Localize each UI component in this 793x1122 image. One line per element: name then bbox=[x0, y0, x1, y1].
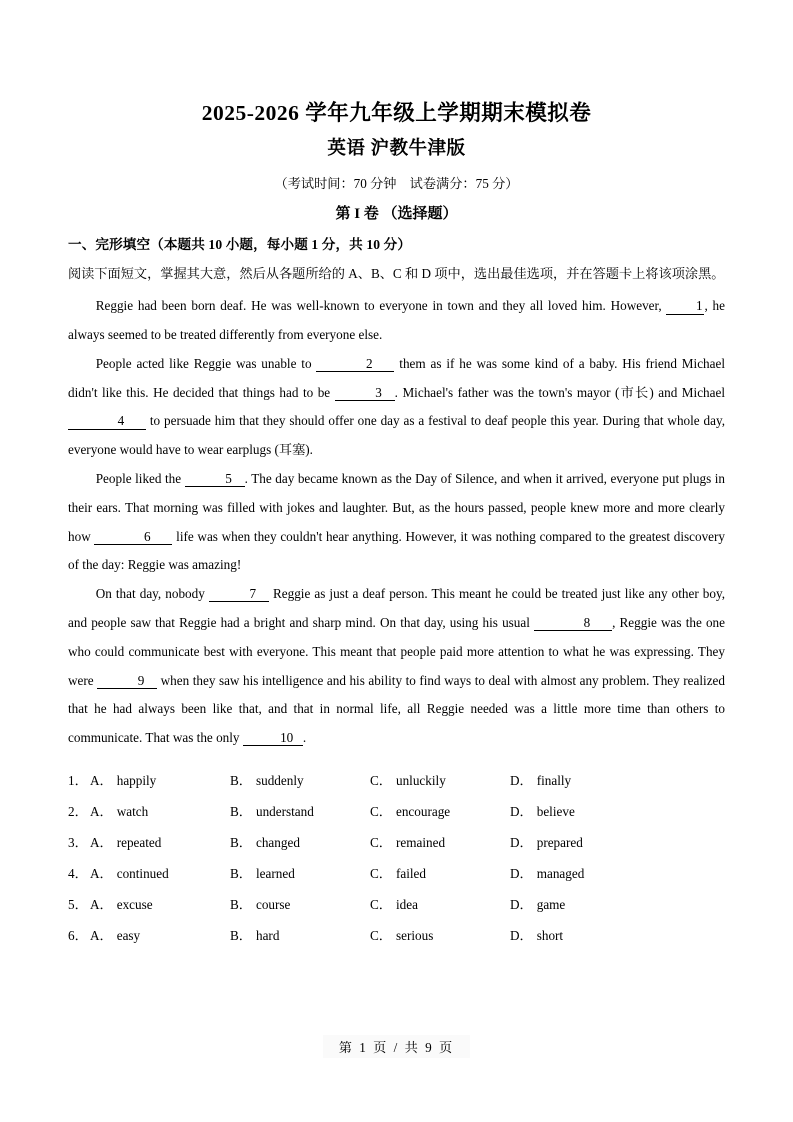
option-letter: D． bbox=[510, 772, 533, 788]
answer-blank-4[interactable]: 4 bbox=[68, 413, 146, 429]
option-choice-c[interactable] bbox=[370, 796, 510, 827]
passage-text: . The day became known as the Day of Silence, and when it arrived, everyone put plugs in their ears. That morning was filled with jokes and laughter. But, as the hours passed, people knew more and more clearly how bbox=[68, 471, 726, 544]
passage-text: when they saw his intelligence and his ability to find ways to deal with almost any problem. They realized that he had always been like that, and that in normal life, all Reggie needed was a little more time than others to communicate. That was the only bbox=[68, 672, 725, 746]
option-row-number: 6． bbox=[68, 927, 88, 943]
section-instructions: 阅读下面短文，掌握其大意，然后从各题所给的 A、B、C 和 D 项中，选出最佳选项，并在答题卡上将该项涂黑。 bbox=[68, 266, 725, 281]
option-text: watch bbox=[116, 803, 149, 819]
option-letter: B． bbox=[230, 865, 252, 881]
option-choice-d[interactable] bbox=[510, 858, 650, 889]
document-title: 2025-2026 学年九年级上学期期末模拟卷 bbox=[201, 101, 592, 125]
option-row-number: 4． bbox=[68, 865, 88, 881]
section-heading: 一、完形填空（本题共 10 小题，每小题 1 分，共 10 分） bbox=[68, 236, 412, 252]
option-letter: D． bbox=[510, 803, 533, 819]
option-choice-d[interactable] bbox=[510, 920, 650, 951]
option-letter: A． bbox=[90, 927, 113, 943]
option-row-number: 1． bbox=[68, 772, 88, 788]
option-choice-a[interactable] bbox=[90, 796, 230, 827]
option-choice-b[interactable] bbox=[230, 765, 370, 796]
option-row bbox=[68, 796, 725, 827]
option-text: hard bbox=[255, 927, 280, 943]
passage-paragraph-2 bbox=[68, 350, 725, 465]
option-choice-d[interactable] bbox=[510, 827, 650, 858]
passage-paragraph-1 bbox=[68, 292, 725, 350]
option-choice-a[interactable] bbox=[90, 858, 230, 889]
page-number: 第 1 页 / 共 9 页 bbox=[323, 1035, 470, 1058]
answer-blank-3[interactable]: 3 bbox=[335, 385, 395, 401]
option-letter: C． bbox=[370, 927, 392, 943]
option-text: failed bbox=[395, 865, 427, 881]
option-choice-d[interactable] bbox=[510, 765, 650, 796]
option-row-number: 2． bbox=[68, 803, 88, 819]
option-text: changed bbox=[255, 834, 300, 850]
cloze-passage bbox=[68, 292, 725, 753]
option-row bbox=[68, 920, 725, 951]
option-choice-b[interactable] bbox=[230, 920, 370, 951]
option-letter: D． bbox=[510, 896, 533, 912]
passage-text: to persuade him that they should offer one day as a festival to deaf people this year. During that whole day, everyone would have to wear earplugs (耳塞). bbox=[68, 413, 725, 458]
option-choice-c[interactable] bbox=[370, 920, 510, 951]
option-choice-c[interactable] bbox=[370, 889, 510, 920]
option-text: happily bbox=[116, 772, 157, 788]
option-letter: B． bbox=[230, 772, 252, 788]
option-row bbox=[68, 858, 725, 889]
passage-text: Reggie had been born deaf. He was well-known to everyone in town and they all loved him. However, bbox=[95, 298, 662, 314]
option-letter: D． bbox=[510, 865, 533, 881]
answer-blank-10[interactable]: 10 bbox=[243, 730, 303, 746]
page-footer bbox=[0, 1035, 793, 1058]
option-letter: B． bbox=[230, 927, 252, 943]
option-letter: A． bbox=[90, 772, 113, 788]
option-letter: B． bbox=[230, 834, 252, 850]
option-row-number: 5． bbox=[68, 896, 88, 912]
option-row bbox=[68, 827, 725, 858]
passage-text: , he always seemed to be treated differently from everyone else. bbox=[68, 298, 725, 343]
options-list bbox=[68, 765, 725, 951]
option-letter: A． bbox=[90, 834, 113, 850]
option-letter: A． bbox=[90, 896, 113, 912]
passage-paragraph-3 bbox=[68, 465, 725, 580]
option-letter: C． bbox=[370, 834, 392, 850]
option-choice-a[interactable] bbox=[90, 765, 230, 796]
option-letter: A． bbox=[90, 803, 113, 819]
option-text: understand bbox=[255, 803, 314, 819]
option-text: learned bbox=[255, 865, 295, 881]
option-letter: D． bbox=[510, 834, 533, 850]
option-text: believe bbox=[536, 803, 575, 819]
option-text: finally bbox=[536, 772, 572, 788]
option-choice-b[interactable] bbox=[230, 858, 370, 889]
option-text: continued bbox=[116, 865, 169, 881]
option-text: remained bbox=[395, 834, 446, 850]
option-row bbox=[68, 765, 725, 796]
passage-text: On that day, nobody bbox=[95, 586, 205, 602]
option-letter: C． bbox=[370, 896, 392, 912]
option-choice-a[interactable] bbox=[90, 889, 230, 920]
option-letter: C． bbox=[370, 865, 392, 881]
option-text: game bbox=[536, 896, 566, 912]
passage-text: , Reggie was the one who could communicate best with everyone. This meant that people paid more attention to what he was expressing. They were bbox=[68, 614, 725, 688]
exam-meta: （考试时间：70 分钟 试卷满分：75 分） bbox=[274, 176, 519, 191]
option-text: encourage bbox=[395, 803, 451, 819]
answer-blank-5[interactable]: 5 bbox=[185, 471, 245, 487]
option-text: serious bbox=[395, 927, 434, 943]
option-text: managed bbox=[536, 865, 585, 881]
option-letter: B． bbox=[230, 896, 252, 912]
option-choice-c[interactable] bbox=[370, 765, 510, 796]
passage-text: . bbox=[302, 730, 307, 746]
option-letter: C． bbox=[370, 772, 392, 788]
option-text: unluckily bbox=[395, 772, 446, 788]
option-text: short bbox=[536, 927, 564, 943]
option-choice-a[interactable] bbox=[90, 920, 230, 951]
option-choice-c[interactable] bbox=[370, 858, 510, 889]
option-choice-b[interactable] bbox=[230, 796, 370, 827]
answer-blank-2[interactable]: 2 bbox=[316, 356, 394, 372]
answer-blank-8[interactable]: 8 bbox=[534, 615, 612, 631]
option-choice-a[interactable] bbox=[90, 827, 230, 858]
option-choice-c[interactable] bbox=[370, 827, 510, 858]
answer-blank-1[interactable]: 1 bbox=[666, 298, 704, 314]
option-choice-b[interactable] bbox=[230, 889, 370, 920]
option-letter: D． bbox=[510, 927, 533, 943]
answer-blank-6[interactable]: 6 bbox=[94, 529, 172, 545]
passage-text: People liked the bbox=[95, 471, 182, 487]
document-content bbox=[68, 100, 725, 951]
option-choice-b[interactable] bbox=[230, 827, 370, 858]
option-row bbox=[68, 889, 725, 920]
option-row-number: 3． bbox=[68, 834, 88, 850]
option-letter: B． bbox=[230, 803, 252, 819]
option-text: easy bbox=[116, 927, 141, 943]
passage-text: People acted like Reggie was unable to bbox=[95, 355, 312, 371]
answer-blank-9[interactable]: 9 bbox=[97, 673, 157, 689]
option-text: idea bbox=[395, 896, 418, 912]
passage-paragraph-4 bbox=[68, 580, 725, 753]
passage-text: Reggie as just a deaf person. This meant he could be treated just like any other boy, and people saw that Reggie had a bright and sharp mind. On that day, using his usual bbox=[68, 586, 726, 630]
volume-title: 第 I 卷 （选择题） bbox=[335, 206, 458, 223]
option-choice-d[interactable] bbox=[510, 889, 650, 920]
option-letter: A． bbox=[90, 865, 113, 881]
passage-text: . Michael's father was the town's mayor (市长) and Michael bbox=[394, 384, 726, 400]
option-letter: C． bbox=[370, 803, 392, 819]
passage-text: life was when they couldn't hear anything. However, it was nothing compared to the greatest discovery of the day: Reggie was amazing! bbox=[68, 528, 726, 573]
option-text: course bbox=[255, 896, 291, 912]
option-text: suddenly bbox=[255, 772, 304, 788]
option-choice-d[interactable] bbox=[510, 796, 650, 827]
option-text: excuse bbox=[116, 896, 153, 912]
document-subtitle: 英语 沪教牛津版 bbox=[327, 138, 466, 159]
answer-blank-7[interactable]: 7 bbox=[209, 586, 269, 602]
option-text: repeated bbox=[116, 834, 162, 850]
option-text: prepared bbox=[536, 834, 583, 850]
passage-text: them as if he was some kind of a baby. His friend Michael didn't like this. He decided that things had to be bbox=[68, 355, 726, 400]
